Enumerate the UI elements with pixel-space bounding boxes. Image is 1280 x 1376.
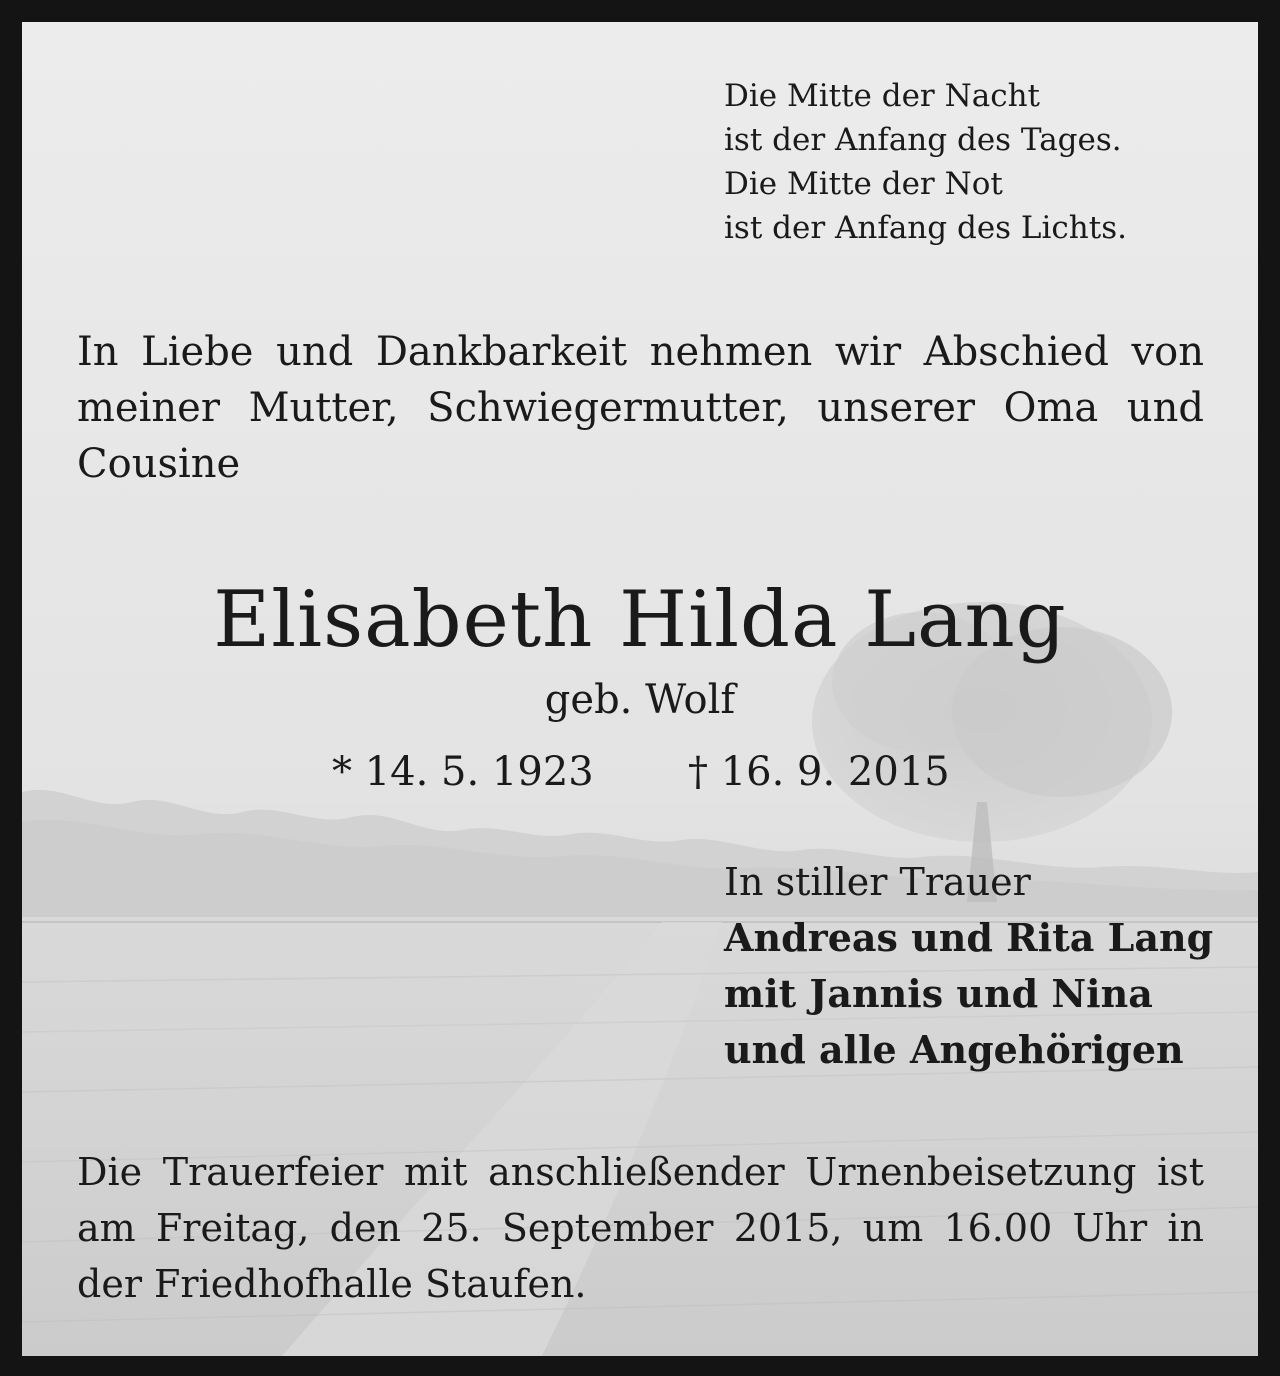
mourner-line: Andreas und Rita Lang — [724, 915, 1214, 960]
poem-line: Die Mitte der Not — [724, 166, 1003, 202]
deceased-name: Elisabeth Hilda Lang — [213, 575, 1067, 665]
poem-line: ist der Anfang des Lichts. — [724, 210, 1127, 246]
poem-line: ist der Anfang des Tages. — [724, 122, 1122, 158]
mourners-block — [724, 854, 1213, 1078]
birth-date: * 14. 5. 1923 — [332, 749, 594, 795]
obituary-card — [22, 22, 1258, 1356]
mourner-line: und alle Angehörigen — [724, 1027, 1184, 1072]
funeral-ceremony-text: Die Trauerfeier mit anschließender Urnenbeisetzung ist am Freitag, den 25. September 2015, um 16.00 Uhr in der Friedhofhalle Staufen. — [77, 1150, 1204, 1306]
mourner-line: mit Jannis und Nina — [724, 971, 1153, 1016]
farewell-intro-text: In Liebe und Dankbarkeit nehmen wir Abschied von meiner Mutter, Schwiegermutter, unserer Oma und Cousine — [77, 329, 1204, 487]
poem-line: Die Mitte der Nacht — [724, 78, 1040, 114]
death-date: † 16. 9. 2015 — [688, 749, 950, 795]
mourners-heading: In stiller Trauer — [724, 860, 1031, 904]
birth-name: geb. Wolf — [544, 677, 736, 723]
poem-verse — [724, 74, 1127, 250]
